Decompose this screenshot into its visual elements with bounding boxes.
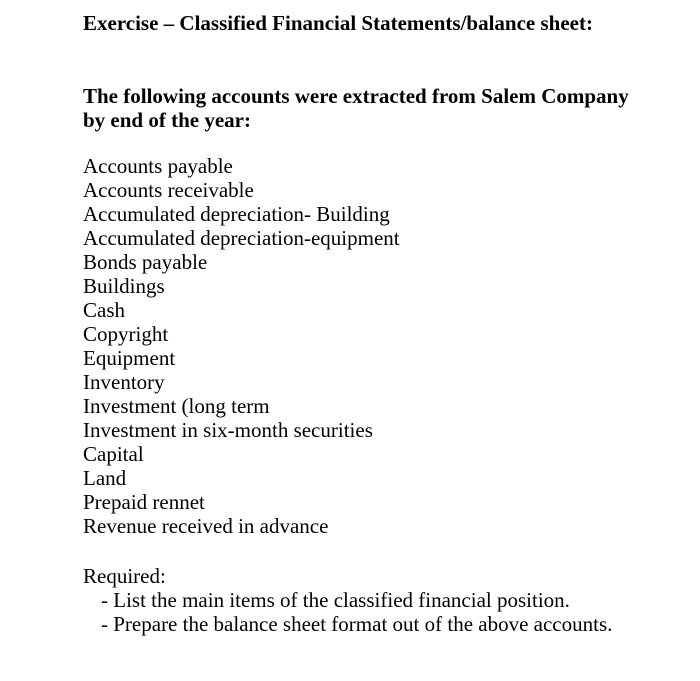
account-item: Accumulated depreciation- Building [83,202,390,226]
required-item: - List the main items of the classified financial position. [101,588,612,612]
intro-paragraph [83,84,663,132]
account-item: Equipment [83,346,176,370]
account-item: Capital [83,442,144,466]
account-item: Investment (long term [83,394,270,418]
intro-line-2: by end of the year: [83,108,251,132]
account-item: Accumulated depreciation-equipment [83,226,400,250]
required-label: Required: [83,564,166,588]
account-item: Cash [83,298,125,322]
required-item: - Prepare the balance sheet format out of the above accounts. [101,612,612,636]
account-item: Copyright [83,322,169,346]
account-item: Prepaid rennet [83,490,205,514]
account-item: Investment in six-month securities [83,418,373,442]
account-item: Bonds payable [83,250,208,274]
account-item: Land [83,466,127,490]
account-item: Revenue received in advance [83,514,329,538]
accounts-list [83,154,400,538]
exercise-title: Exercise – Classified Financial Statements/balance sheet: [83,11,593,35]
account-item: Inventory [83,370,165,394]
required-items-list [101,588,612,636]
intro-line-1: The following accounts were extracted from Salem Company [83,84,629,108]
account-item: Accounts payable [83,154,233,178]
account-item: Buildings [83,274,165,298]
account-item: Accounts receivable [83,178,254,202]
